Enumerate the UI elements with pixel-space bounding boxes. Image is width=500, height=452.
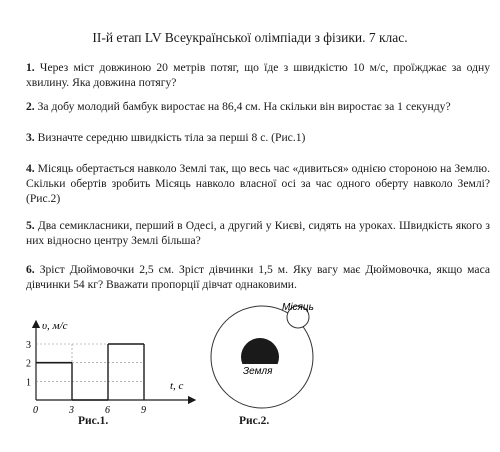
y-tick-label: 3 [26, 340, 31, 351]
problem-number: 6. [26, 263, 35, 276]
y-axis-label: υ, м/с [42, 320, 68, 332]
figure-2-caption: Рис.2. [239, 415, 270, 427]
problem-6 [26, 262, 490, 292]
figure-1-caption: Рис.1. [78, 415, 109, 427]
moon-label: Місяць [282, 302, 314, 313]
problem-number: 2. [26, 100, 35, 113]
y-tick-label: 2 [26, 358, 31, 370]
x-axis-label: t, c [170, 380, 184, 392]
problem-text: Місяць обертається навколо Землі так, що весь час «дивиться» однією стороною на Землю. Скільки обертів зробить Місяць навколо власної осі за час одного оберту навколо Землі? (Рис.2) [26, 162, 490, 205]
y-tick-label: 1 [26, 377, 31, 389]
x-tick-labels [33, 405, 146, 415]
problem-text: Два семикласники, перший в Одесі, а другий у Києві, сидять на уроках. Швидкість якого з них відносно центру Землі більша? [26, 219, 490, 247]
problem-number: 5. [26, 219, 35, 232]
problem-2 [26, 99, 490, 114]
figure-1-velocity-graph [20, 315, 200, 415]
x-tick-label: 3 [69, 405, 74, 415]
grid-lines [36, 344, 144, 400]
problem-text: Через міст довжиною 20 метрів потяг, що їде з швидкістю 10 м/с, проїжджає за одну хвилину. Яка довжина потягу? [26, 61, 490, 89]
problem-number: 3. [26, 131, 35, 144]
problem-text: Зріст Дюймовочки 2,5 см. Зріст дівчинки 1,5 м. Яку вагу має Дюймовочка, якщо маса дівчинки 54 кг? Вважати пропорції дівчат однаковими. [26, 263, 491, 291]
problem-1 [26, 60, 490, 90]
velocity-segments [36, 344, 144, 400]
problem-4 [26, 161, 490, 206]
y-tick-labels [26, 340, 31, 388]
problem-text: Визначте середню швидкість тіла за перші 8 с. (Рис.1) [37, 131, 306, 144]
earth-label: Земля [243, 366, 273, 377]
problem-number: 1. [26, 61, 35, 74]
x-tick-label: 6 [105, 405, 110, 415]
x-tick-label: 0 [33, 405, 38, 415]
x-tick-label: 9 [141, 405, 146, 415]
problem-text: За добу молодий бамбук виростає на 86,4 см. На скільки він виростає за 1 секунду? [37, 100, 451, 113]
figure-2-moon-orbit [210, 300, 340, 415]
problem-5 [26, 218, 490, 248]
problem-3 [26, 130, 490, 145]
problem-number: 4. [26, 162, 35, 175]
page-title: II-й етап LV Всеукраїнської олімпіади з фізики. 7 клас. [92, 30, 408, 45]
